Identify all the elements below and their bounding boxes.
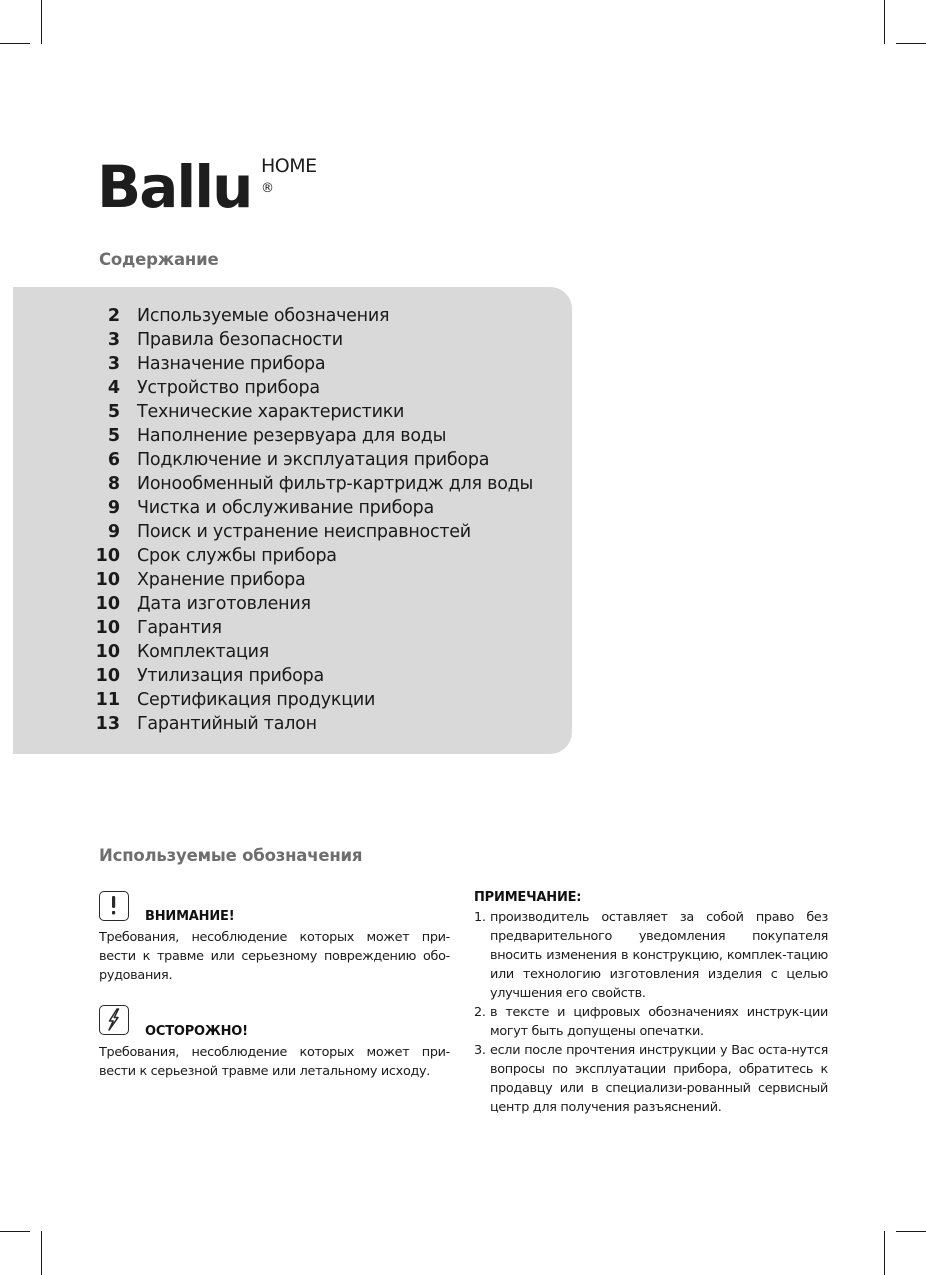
contents-item-label: Дата изготовления — [137, 594, 311, 614]
contents-item[interactable] — [86, 304, 533, 328]
contents-item[interactable] — [86, 376, 533, 400]
attention-text: Требования, несоблюдение которых может при-вести к травме или серьезному повреждению обо-рудования. — [99, 930, 450, 983]
contents-item-label: Гарантийный талон — [137, 714, 317, 734]
contents-item-label: Хранение прибора — [137, 570, 306, 590]
contents-item-label: Поиск и устранение неисправностей — [137, 522, 471, 542]
logo-registered: ® — [261, 181, 274, 196]
note-item — [474, 1003, 828, 1041]
contents-item[interactable] — [86, 472, 533, 496]
note-number: 1. — [474, 910, 486, 925]
note-text: в тексте и цифровых обозначениях инструк-ции могут быть допущены опечатки. — [490, 1005, 828, 1039]
contents-item-label: Подключение и эксплуатация прибора — [137, 450, 490, 470]
contents-page-number: 5 — [107, 426, 120, 446]
contents-item-label: Правила безопасности — [137, 330, 343, 350]
contents-page-number: 8 — [107, 474, 120, 494]
contents-item[interactable] — [86, 496, 533, 520]
contents-page-number: 10 — [95, 642, 120, 662]
contents-item-label: Назначение прибора — [137, 354, 326, 374]
caution-title: ОСТОРОЖНО! — [145, 1024, 248, 1039]
contents-title: Содержание — [99, 250, 219, 269]
note-title: ПРИМЕЧАНИЕ: — [474, 890, 582, 905]
contents-item[interactable] — [86, 328, 533, 352]
contents-item-label: Ионообменный фильтр-картридж для воды — [137, 474, 534, 494]
contents-item[interactable] — [86, 400, 533, 424]
crop-mark — [0, 1231, 30, 1232]
logo-brand: Ballu — [97, 153, 252, 221]
contents-page-number: 2 — [107, 306, 120, 326]
contents-item-label: Сертификация продукции — [137, 690, 376, 710]
contents-item[interactable] — [86, 616, 533, 640]
contents-page-number: 11 — [95, 690, 120, 710]
contents-item[interactable] — [86, 520, 533, 544]
contents-item-label: Утилизация прибора — [137, 666, 324, 686]
contents-page-number: 9 — [107, 522, 120, 542]
contents-page-number: 3 — [107, 354, 120, 374]
contents-page-number: 10 — [95, 618, 120, 638]
crop-mark — [884, 0, 885, 44]
contents-item-label: Срок службы прибора — [137, 546, 337, 566]
contents-page-number: 10 — [95, 666, 120, 686]
contents-page-number: 5 — [107, 402, 120, 422]
note-item — [474, 1041, 828, 1117]
caution-text: Требования, несоблюдение которых может при-вести к серьезной травме или летальному исходу. — [99, 1045, 450, 1079]
crop-mark — [884, 1231, 885, 1275]
contents-item-label: Гарантия — [137, 618, 222, 638]
note-item — [474, 908, 828, 1003]
contents-item[interactable] — [86, 688, 533, 712]
ballu-logo — [97, 152, 317, 232]
contents-page-number: 3 — [107, 330, 120, 350]
exclamation-icon — [99, 891, 129, 921]
crop-mark — [41, 1231, 42, 1275]
contents-item-label: Наполнение резервуара для воды — [137, 426, 447, 446]
contents-page-number: 10 — [95, 570, 120, 590]
attention-title: ВНИМАНИЕ! — [145, 909, 235, 924]
contents-item[interactable] — [86, 448, 533, 472]
note-list — [474, 908, 828, 1117]
lightning-icon — [99, 1005, 129, 1035]
note-number: 3. — [474, 1043, 486, 1058]
contents-item[interactable] — [86, 352, 533, 376]
crop-mark — [0, 43, 30, 44]
contents-item[interactable] — [86, 592, 533, 616]
symbols-title: Используемые обозначения — [99, 846, 363, 865]
contents-item-label: Комплектация — [137, 642, 270, 662]
contents-item[interactable] — [86, 712, 533, 736]
contents-item[interactable] — [86, 544, 533, 568]
contents-page-number: 6 — [107, 450, 120, 470]
crop-mark — [896, 43, 926, 44]
crop-mark — [41, 0, 42, 44]
contents-item[interactable] — [86, 424, 533, 448]
contents-page-number: 9 — [107, 498, 120, 518]
contents-item[interactable] — [86, 664, 533, 688]
contents-item[interactable] — [86, 640, 533, 664]
contents-list — [86, 304, 533, 736]
contents-page-number: 4 — [107, 378, 120, 398]
logo-home: HOME — [261, 155, 317, 177]
note-text: если после прочтения инструкции у Вас оста-нутся вопросы по эксплуатации прибора, обратитесь к продавцу или в специализи-рованный сервисный центр для получения разъяснений. — [490, 1043, 828, 1115]
contents-page-number: 10 — [95, 594, 120, 614]
contents-item[interactable] — [86, 568, 533, 592]
contents-item-label: Технические характеристики — [137, 402, 405, 422]
note-number: 2. — [474, 1005, 486, 1020]
note-text: производитель оставляет за собой право без предварительного уведомления покупателя вносить изменения в конструкцию, комплек-тацию или технологию изготовления изделия с целью улучшения его свойств. — [490, 910, 828, 1001]
crop-mark — [896, 1231, 926, 1232]
contents-item-label: Устройство прибора — [137, 378, 320, 398]
contents-page-number: 13 — [95, 714, 120, 734]
contents-page-number: 10 — [95, 546, 120, 566]
contents-item-label: Используемые обозначения — [137, 306, 390, 326]
contents-item-label: Чистка и обслуживание прибора — [137, 498, 434, 518]
